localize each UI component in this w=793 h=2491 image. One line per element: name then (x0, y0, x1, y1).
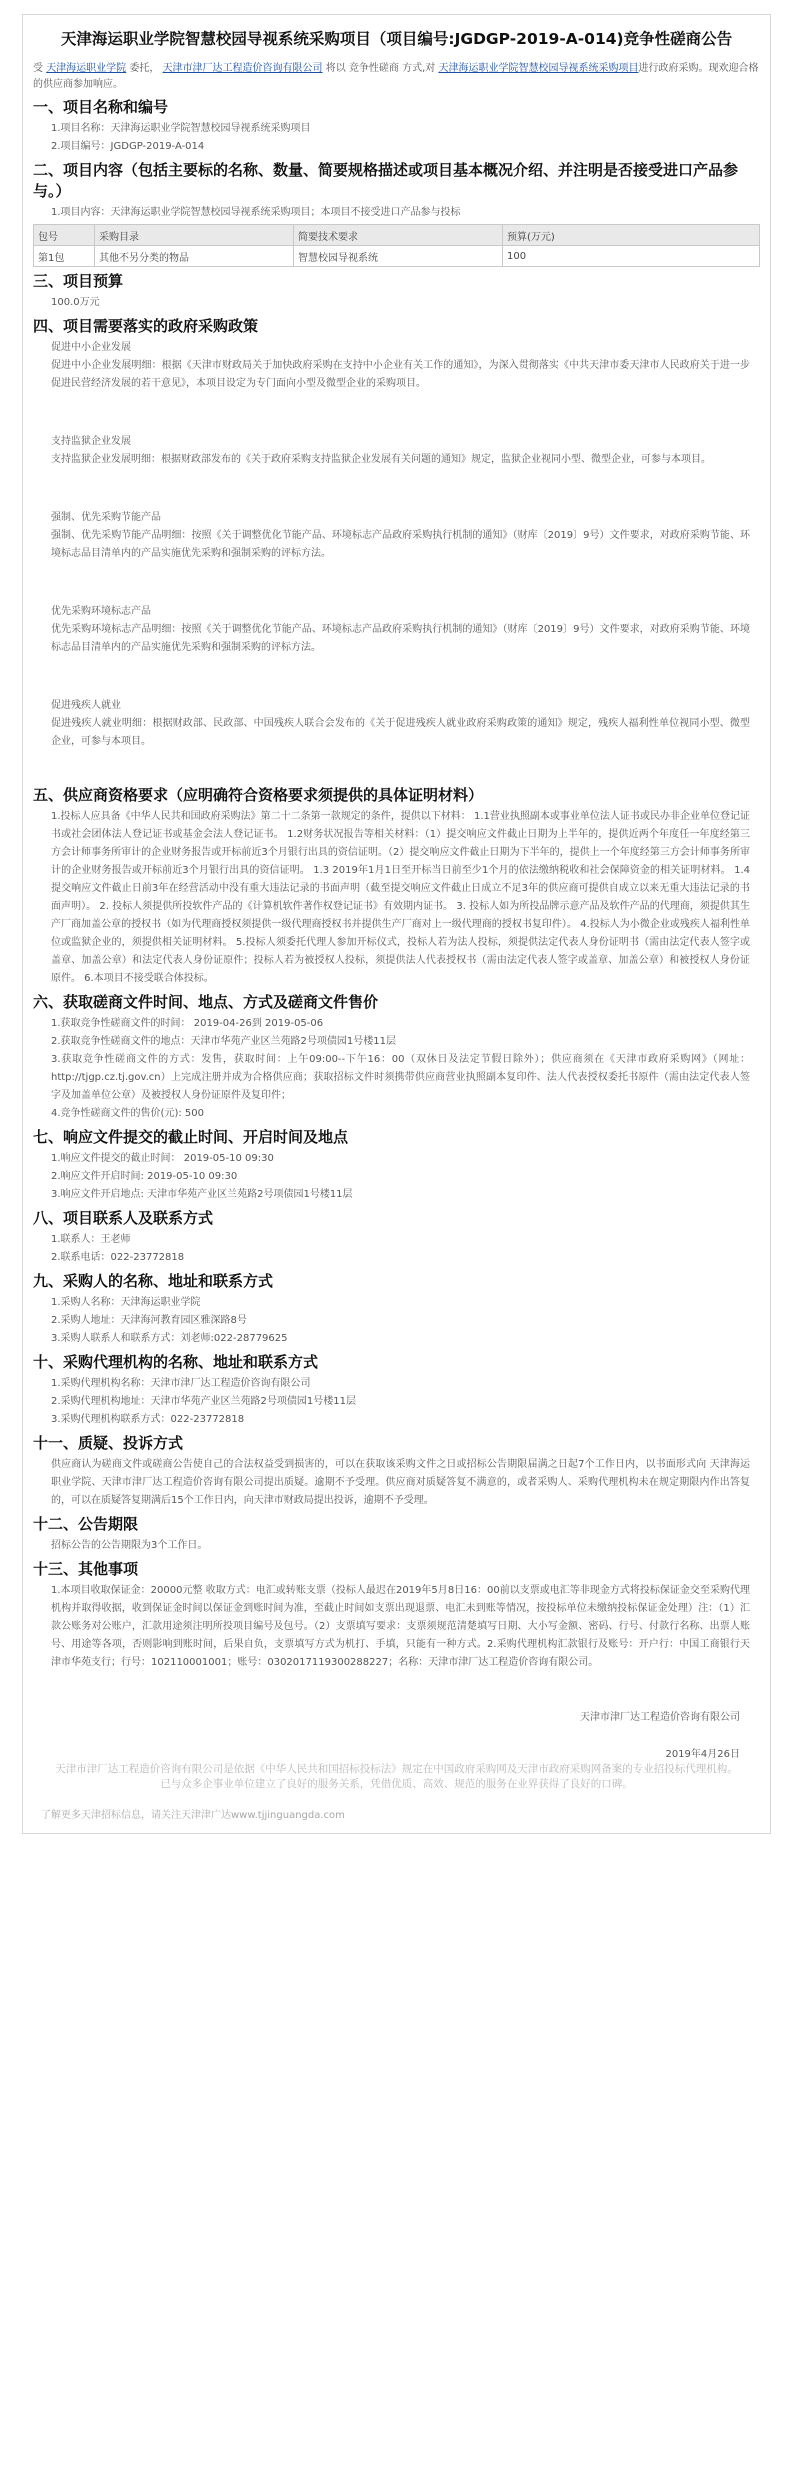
project-link[interactable]: 天津海运职业学院智慧校园导视系统采购项目 (438, 63, 639, 74)
cell-budget: 100 (503, 246, 760, 267)
more-info-prefix: 了解更多天津招标信息，请关注天津津广达 (41, 1810, 231, 1821)
agency-link[interactable]: 天津市津厂达工程造价咨询有限公司 (162, 63, 323, 74)
cell-tech: 智慧校园导视系统 (294, 246, 503, 267)
section-heading-12: 十二、公告期限 (33, 1515, 139, 1533)
purchaser-address-line: 2.采购人地址：天津海河教育园区雅深路8号 (51, 1315, 247, 1326)
page-title: 天津海运职业学院智慧校园导视系统采购项目（项目编号:JGDGP-2019-A-014)竞争性磋商公告 (60, 30, 733, 48)
policy-text-prison: 支持监狱企业发展明细：根据财政部发布的《关于政府采购支持监狱企业发展有关问题的通知》规定，监狱企业视同小型、微型企业，可参与本项目。 (51, 454, 711, 465)
section-heading-7: 七、响应文件提交的截止时间、开启时间及地点 (33, 1128, 349, 1146)
agency-contact-line: 3.采购代理机构联系方式：022-23772818 (51, 1414, 245, 1425)
policy-title-prison: 支持监狱企业发展 (51, 436, 131, 447)
intro-prefix: 受 (33, 63, 43, 74)
signature-date: 2019年4月26日 (665, 1749, 740, 1760)
cell-package: 第1包 (34, 246, 95, 267)
opening-place-line: 3.响应文件开启地点: 天津市华苑产业区兰苑路2号项债园1号楼11层 (51, 1189, 353, 1200)
policy-text-disabled: 促进残疾人就业明细：根据财政部、民政部、中国残疾人联合会发布的《关于促进残疾人就业政府采购政策的通知》规定，残疾人福利性单位视同小型、微型企业，可参与本项目。 (51, 718, 750, 747)
purchaser-contact-line: 3.采购人联系人和联系方式：刘老师:022-28779625 (51, 1333, 288, 1344)
section-heading-13: 十三、其他事项 (33, 1560, 139, 1578)
purchaser-link[interactable]: 天津海运职业学院 (46, 63, 127, 74)
section-heading-9: 九、采购人的名称、地址和联系方式 (33, 1272, 274, 1290)
policy-title-sme: 促进中小企业发展 (51, 342, 131, 353)
intro-paragraph (33, 61, 760, 93)
doc-place-line: 2.获取竞争性磋商文件的地点：天津市华苑产业区兰苑路2号项债园1号楼11层 (51, 1036, 396, 1047)
section-heading-11: 十一、质疑、投诉方式 (33, 1434, 184, 1452)
policy-title-eco: 优先采购环境标志产品 (51, 606, 151, 617)
section-heading-5: 五、供应商资格要求（应明确符合资格要求须提供的具体证明材料） (33, 786, 484, 804)
budget-line: 100.0万元 (51, 297, 100, 308)
website-link[interactable]: www.tjjinguangda.com (231, 1810, 345, 1821)
company-footer-note: 天津市津厂达工程造价咨询有限公司是依据《中华人民共和国招标投标法》规定在中国政府采购网及天津市政府采购网备案的专业招投标代理机构。已与众多企事业单位建立了良好的服务关系，凭借优质、高效、规范的服务在业界获得了良好的口碑。 (55, 1763, 738, 1790)
intro-suffix: 进行政府采购。现欢迎合格的供应商参加响应。 (33, 63, 759, 90)
project-content-line: 1.项目内容：天津海运职业学院智慧校园导视系统采购项目；本项目不接受进口产品参与投标 (51, 207, 461, 218)
section-heading-3: 三、项目预算 (33, 272, 124, 290)
opening-time-line: 2.响应文件开启时间: 2019-05-10 09:30 (51, 1171, 238, 1182)
policy-text-energy: 强制、优先采购节能产品明细：按照《关于调整优化节能产品、环境标志产品政府采购执行机制的通知》（财库〔2019〕9号）文件要求，对政府采购节能、环境标志品目清单内的产品实施优先采购和强制采购的评标方法。 (51, 530, 750, 559)
col-header-tech: 简要技术要求 (294, 225, 503, 246)
project-number-line: 2.项目编号：JGDGP-2019-A-014 (51, 141, 205, 152)
policy-title-disabled: 促进残疾人就业 (51, 700, 121, 711)
intro-mid1: 委托， (129, 63, 160, 74)
contact-phone-line: 2.联系电话：022-23772818 (51, 1252, 185, 1263)
package-table (33, 224, 760, 267)
doc-method-text: 3.获取竞争性磋商文件的方式：发售，获取时间：上午09:00--下午16：00（双休日及法定节假日除外）；供应商须在《天津市政府采购网》（网址：http://tjgp.cz.tj.gov.cn）上完成注册并成为合格供应商；获取招标文件时须携带供应商营业执照副本复印件、法人代表授权委托书原件（需由法定代表人签字及加盖单位公章）及被授权人身份证原件及复印件； (51, 1054, 750, 1101)
col-header-package: 包号 (34, 225, 95, 246)
agency-name-line: 1.采购代理机构名称：天津市津厂达工程造价咨询有限公司 (51, 1378, 311, 1389)
col-header-budget: 预算(万元) (503, 225, 760, 246)
contact-person-line: 1.联系人：王老师 (51, 1234, 131, 1245)
section-heading-4: 四、项目需要落实的政府采购政策 (33, 317, 259, 335)
doc-price-line: 4.竞争性磋商文件的售价(元): 500 (51, 1108, 204, 1119)
cell-catalog: 其他不另分类的物品 (95, 246, 294, 267)
policy-text-eco: 优先采购环境标志产品明细：按照《关于调整优化节能产品、环境标志产品政府采购执行机制的通知》（财库〔2019〕9号）文件要求，对政府采购节能、环境标志品目清单内的产品实施优先采购和强制采购的评标方法。 (51, 624, 750, 653)
notice-period-text: 招标公告的公告期限为3个工作日。 (51, 1540, 208, 1551)
section-heading-6: 六、获取磋商文件时间、地点、方式及磋商文件售价 (33, 993, 379, 1011)
section-heading-10: 十、采购代理机构的名称、地址和联系方式 (33, 1353, 319, 1371)
doc-time-line: 1.获取竞争性磋商文件的时间： 2019-04-26到 2019-05-06 (51, 1018, 324, 1029)
agency-address-line: 2.采购代理机构地址：天津市华苑产业区兰苑路2号项债园1号楼11层 (51, 1396, 356, 1407)
deadline-line: 1.响应文件提交的截止时间： 2019-05-10 09:30 (51, 1153, 274, 1164)
col-header-catalog: 采购目录 (95, 225, 294, 246)
notice-page (22, 14, 771, 1834)
table-header-row (34, 225, 760, 246)
section-heading-2: 二、项目内容（包括主要标的名称、数量、简要规格描述或项目基本概况介绍、并注明是否接受进口产品参与。） (33, 161, 739, 200)
project-name-line: 1.项目名称：天津海运职业学院智慧校园导视系统采购项目 (51, 123, 311, 134)
table-row (34, 246, 760, 267)
policy-text-sme: 促进中小企业发展明细：根据《天津市财政局关于加快政府采购在支持中小企业有关工作的通知》，为深入贯彻落实《中共天津市委天津市人民政府关于进一步促进民营经济发展的若干意见》，本项目设定为专门面向小型及微型企业的采购项目。 (51, 360, 750, 389)
policy-title-energy: 强制、优先采购节能产品 (51, 512, 161, 523)
intro-mid2: 将以 竞争性磋商 方式,对 (325, 63, 436, 74)
section-heading-1: 一、项目名称和编号 (33, 98, 169, 116)
other-matters-text: 1.本项目收取保证金：20000元整 收取方式：电汇或转账支票（投标人最迟在2019年5月8日16：00前以支票或电汇等非现金方式将投标保证金交至采购代理机构并取得收据，收到保证金时间以保证金到账时间为准，至截止时间如支票出现退票、电汇未到账等情况，按投标单位未缴纳投标保证金处理）注：（1）汇款公账务对公账户，汇款用途须注明所投项目编号及包号。（2）支票填写要求：支票须规范清楚填写日期、大小写金额、密码、行号、付款行名称、出票人账号、用途等各项，否则影响到账时间，后果自负，支票填写方式为机打、手填，只能有一种方式。2.采购代理机构汇款银行及账号：开户行：中国工商银行天津市华苑支行；行号：102110001001；账号：0302017119300288227；名称：天津市津厂达工程造价咨询有限公司。 (51, 1585, 750, 1668)
doc-method-line (33, 1051, 760, 1105)
complaint-text: 供应商认为磋商文件或磋商公告使自己的合法权益受到损害的，可以在获取该采购文件之日或招标公告期限届满之日起7个工作日内，以书面形式向 天津海运职业学院、天津市津厂达工程造价咨询有限公司提出质疑。逾期不予受理。供应商对质疑答复不满意的，或者采购人、采购代理机构未在规定期限内作出答复的，可以在质疑答复期满后15个工作日内，向天津市财政局提出投诉，逾期不予受理。 (51, 1459, 750, 1506)
section-heading-8: 八、项目联系人及联系方式 (33, 1209, 214, 1227)
qualification-text: 1.投标人应具备《中华人民共和国政府采购法》第二十二条第一款规定的条件，提供以下材料： 1.1营业执照副本或事业单位法人证书或民办非企业单位登记证书或社会团体法人登记证书或基金会法人登记证书。 1.2财务状况报告等相关材料：（1）提交响应文件截止日期为上半年的，提供近两个年度任一年度经第三方会计师事务所审计的企业财务报告或开标前近3个月银行出具的资信证明。（2）提交响应文件截止日期为下半年的，提供上一个年度经第三方会计师事务所审计的企业财务报告或开标前近3个月银行出具的资信证明。 1.3 2019年1月1日至开标当日前至少1个月的依法缴纳税收和社会保障资金的相关证明材料。 1.4 提交响应文件截止日前3年在经营活动中没有重大违法记录的书面声明（截至提交响应文件截止日成立不足3年的供应商可提供自成立以来无重大违法记录的书面声明）。 2. 投标人须提供所投软件产品的《计算机软件著作权登记证书》有效期内证书。 3. 投标人如为所投品牌示意产品及软件产品的代理商，须提供其生产厂商加盖公章的授权书（如为代理商授权须提供一级代理商授权书并提供生产厂商对上一级代理商的授权书复印件）。 4.投标人为小微企业或残疾人福利性单位或监狱企业的，须提供相关证明材料。 5.投标人须委托代理人参加开标仪式，投标人若为法人投标，须提供法定代表人身份证明书（需由法定代表人签字或盖章、加盖公章）和法定代表人身份证原件；投标人若为被授权人投标，须提供法人代表授权书（需由法定代表人签字或盖章、加盖公章）和被授权人身份证原件。 6.本项目不接受联合体投标。 (51, 811, 750, 984)
more-info-line (41, 1806, 760, 1821)
signature-company: 天津市津厂达工程造价咨询有限公司 (580, 1712, 740, 1723)
purchaser-name-line: 1.采购人名称：天津海运职业学院 (51, 1297, 201, 1308)
